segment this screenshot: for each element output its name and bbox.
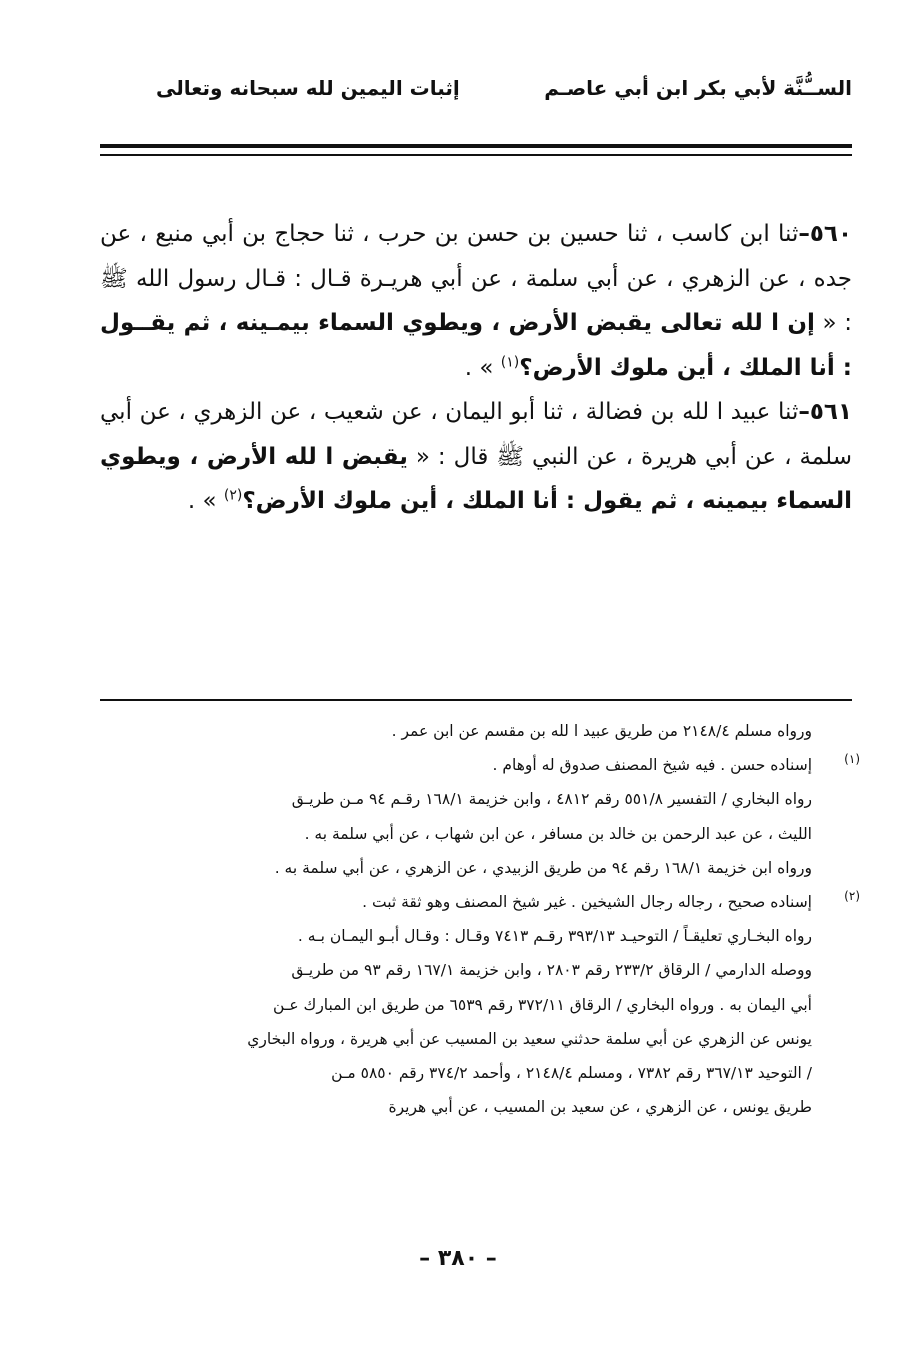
hadith-560: [100, 212, 852, 390]
hadith-number: ٥٦١: [809, 399, 852, 425]
hadith-closing: » .: [187, 488, 224, 514]
footnote-text: رواه البخاري / التفسير ٥٥١/٨ رقم ٤٨١٢ ، وابن خزيمة ١٦٨/١ رقـم ٩٤ مـن طريـق: [291, 790, 812, 809]
footnote-line: [100, 748, 860, 782]
footnote-rule: [100, 699, 852, 701]
footnote-text: ووصله الدارمي / الرقاق ٢٣٣/٢ رقم ٢٨٠٣ ، وابن خزيمة ١٦٧/١ رقم ٩٣ من طريـق: [291, 961, 812, 980]
footnote-text: أبي اليمان به . ورواه البخاري / الرقاق ٣٧٢/١١ رقم ٦٥٣٩ من طريق ابن المبارك عـن: [273, 995, 812, 1014]
footnote-line: [100, 782, 852, 816]
header-rule-thick: [100, 144, 852, 148]
footnote-text: ورواه مسلم ٢١٤٨/٤ من طريق عبيد ا لله بن مقسم عن ابن عمر .: [391, 722, 812, 740]
footnote-line: [100, 1022, 852, 1056]
hadith-dash: –: [798, 399, 810, 425]
footnote-line: [100, 714, 852, 748]
footnote-text: إسناده صحيح ، رجاله رجال الشيخين . غير شيخ المصنف وهو ثقة ثبت .: [362, 893, 812, 912]
hadith-561: [100, 390, 852, 524]
header-rule-thin: [100, 154, 852, 156]
footnote-line: [100, 988, 852, 1022]
footnote-text: ورواه ابن خزيمة ١٦٨/١ رقم ٩٤ من طريق الزبيدي ، عن الزهري ، عن أبي سلمة به .: [274, 858, 812, 877]
footnote-text: الليث ، عن عبد الرحمن بن خالد بن مسافر ، عن ابن شهاب ، عن أبي سلمة به .: [304, 824, 812, 843]
footnote-line: [100, 1090, 852, 1124]
footnote-line: [100, 885, 860, 919]
footnote-line: [100, 919, 852, 953]
hadith-matn: إن ا لله تعالى يقبض الأرض ، ويطوي السماء بيمـينه ، ثم يقــول : أنا الملك ، أين ملوك الأرض؟: [100, 310, 852, 381]
page-number: – ٣٨٠ –: [419, 1246, 497, 1271]
hadith-closing: » .: [464, 354, 501, 381]
footnote-text: رواه البخـاري تعليقـاً / التوحيـد ٣٩٣/١٣ رقـم ٧٤١٣ وقـال : وقـال أبـو اليمـان بـه .: [297, 927, 812, 946]
footnotes: [100, 714, 860, 1124]
footnote-text: / التوحيد ٣٦٧/١٣ رقم ٧٣٨٢ ، ومسلم ٢١٤٨/٤ ، وأحمد ٣٧٤/٢ رقم ٥٨٥٠ مـن: [331, 1064, 812, 1083]
running-header: [100, 76, 852, 116]
footnote-reference[interactable]: (١): [500, 353, 520, 370]
footnote-text: يونس عن الزهري عن أبي سلمة حدثني سعيد بن المسيب عن أبي هريرة ، ورواه البخاري: [247, 1029, 812, 1048]
hadith-text: [100, 212, 852, 524]
footnote-line: [100, 953, 852, 987]
hadith-number: ٥٦٠: [809, 221, 852, 247]
footnote-text: إسناده حسن . فيه شيخ المصنف صدوق له أوهام .: [492, 756, 812, 775]
footnote-text: طريق يونس ، عن الزهري ، عن سعيد بن المسيب ، عن أبي هريرة: [388, 1098, 812, 1117]
footnote-line: [100, 1056, 852, 1090]
hadith-isnad: ثنا عبيد ا لله بن فضالة ، ثنا أبو اليمان ، عن شعيب ، عن الزهري ، عن أبي سلمة ، عن أبي هريرة ، عن النبي ﷺ قال : «: [100, 399, 852, 470]
book-title: الســُّنَّة لأبي بكر ابن أبي عاصـم: [544, 76, 852, 100]
footnote-line: [100, 851, 852, 885]
hadith-isnad: ثنا ابن كاسب ، ثنا حسين بن حسن بن حرب ، ثنا حجاج بن أبي منيع ، عن جده ، عن الزهري ، عن أبي سلمة ، عن أبي هريـرة قـال : قـال رسول الله ﷺ : «: [100, 221, 852, 336]
hadith-matn: يقبض ا لله الأرض ، ويطوي السماء بيمينه ، ثم يقول : أنا الملك ، أين ملوك الأرض؟: [100, 443, 852, 514]
footnote-reference[interactable]: (٢): [223, 487, 243, 504]
chapter-title: إثبات اليمين لله سبحانه وتعالى: [156, 76, 460, 100]
footnote-marker: (٢): [844, 889, 860, 904]
footnote-marker: (١): [844, 752, 860, 767]
hadith-dash: –: [798, 221, 810, 247]
footnote-line: [100, 817, 852, 851]
